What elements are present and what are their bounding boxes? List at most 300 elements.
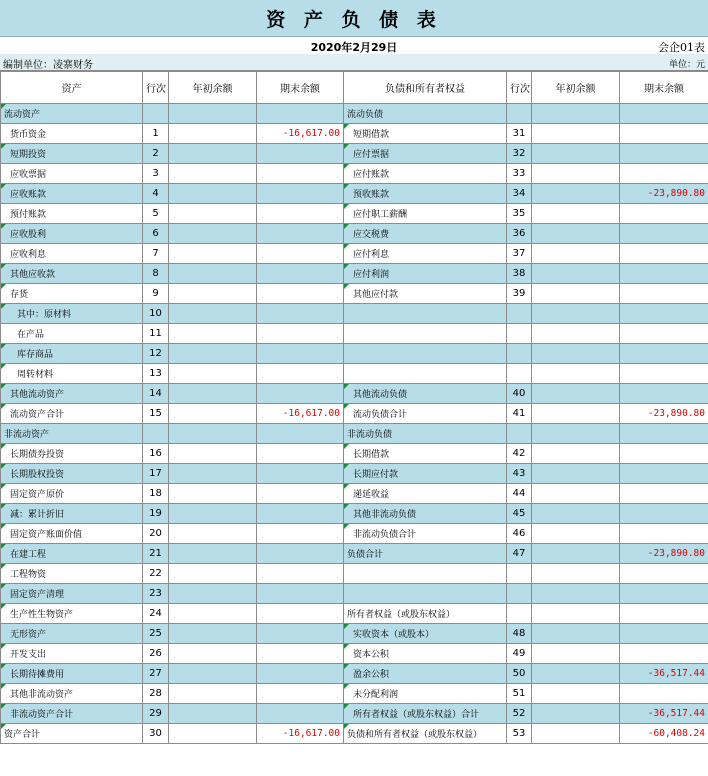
asset-begin-balance[interactable] — [169, 344, 257, 364]
liability-line-no[interactable]: 32 — [507, 144, 532, 164]
liability-name[interactable]: 非流动负债合计 — [344, 524, 507, 544]
asset-begin-balance[interactable] — [169, 684, 257, 704]
asset-name[interactable]: 在产品 — [1, 324, 143, 344]
table-row — [1, 704, 708, 724]
asset-begin-balance[interactable] — [169, 164, 257, 184]
asset-line-no[interactable]: 10 — [143, 304, 169, 324]
form-number: 会企01表 — [658, 41, 705, 54]
liability-line-no[interactable]: 34 — [507, 184, 532, 204]
liability-end-balance[interactable] — [620, 204, 708, 224]
table-row — [1, 564, 708, 584]
table-row — [1, 184, 708, 204]
liability-begin-balance[interactable] — [532, 684, 620, 704]
liability-line-no[interactable]: 38 — [507, 264, 532, 284]
liability-name[interactable]: 应付利息 — [344, 244, 507, 264]
asset-begin-balance[interactable] — [169, 144, 257, 164]
liability-begin-balance[interactable] — [532, 404, 620, 424]
liability-end-balance[interactable] — [620, 424, 708, 444]
asset-line-no[interactable]: 2 — [143, 144, 169, 164]
asset-begin-balance[interactable] — [169, 444, 257, 464]
table-row — [1, 504, 708, 524]
liability-end-balance[interactable] — [620, 144, 708, 164]
liability-name[interactable]: 盈余公积 — [344, 664, 507, 684]
header-cell: 年初余额 — [169, 72, 257, 104]
asset-line-no[interactable]: 24 — [143, 604, 169, 624]
table-row — [1, 624, 708, 644]
asset-name[interactable]: 应收票据 — [1, 164, 143, 184]
liability-begin-balance[interactable] — [532, 364, 620, 384]
asset-name[interactable]: 非流动资产合计 — [1, 704, 143, 724]
liability-end-balance[interactable] — [620, 524, 708, 544]
liability-end-balance[interactable] — [620, 624, 708, 644]
asset-end-balance[interactable] — [257, 144, 344, 164]
asset-begin-balance[interactable] — [169, 304, 257, 324]
liability-name[interactable]: 预收账款 — [344, 184, 507, 204]
asset-end-balance[interactable] — [257, 184, 344, 204]
liability-end-balance[interactable] — [620, 244, 708, 264]
asset-name[interactable]: 生产性生物资产 — [1, 604, 143, 624]
liability-end-balance[interactable] — [620, 324, 708, 344]
liability-end-balance[interactable] — [620, 444, 708, 464]
liability-end-balance[interactable] — [620, 164, 708, 184]
asset-end-balance[interactable] — [257, 384, 344, 404]
asset-name[interactable]: 开发支出 — [1, 644, 143, 664]
liability-end-balance[interactable] — [620, 564, 708, 584]
asset-line-no[interactable]: 23 — [143, 584, 169, 604]
liability-begin-balance[interactable] — [532, 244, 620, 264]
liability-line-no[interactable]: 46 — [507, 524, 532, 544]
asset-name[interactable]: 周转材料 — [1, 364, 143, 384]
liability-begin-balance[interactable] — [532, 164, 620, 184]
asset-end-balance[interactable] — [257, 244, 344, 264]
asset-line-no[interactable]: 29 — [143, 704, 169, 724]
asset-name[interactable]: 短期投资 — [1, 144, 143, 164]
asset-name[interactable]: 长期债券投资 — [1, 444, 143, 464]
liability-end-balance[interactable] — [620, 104, 708, 124]
liability-begin-balance[interactable] — [532, 604, 620, 624]
liability-end-balance[interactable]: -23,890.80 — [620, 544, 708, 564]
table-row — [1, 384, 708, 404]
asset-line-no[interactable]: 16 — [143, 444, 169, 464]
asset-end-balance[interactable]: -16,617.00 — [257, 724, 344, 744]
liability-begin-balance[interactable] — [532, 104, 620, 124]
asset-end-balance[interactable] — [257, 224, 344, 244]
table-row — [1, 444, 708, 464]
table-row — [1, 204, 708, 224]
liability-line-no[interactable]: 45 — [507, 504, 532, 524]
liability-name[interactable]: 流动负债合计 — [344, 404, 507, 424]
table-row — [1, 124, 708, 144]
asset-line-no[interactable]: 17 — [143, 464, 169, 484]
liability-line-no[interactable]: 35 — [507, 204, 532, 224]
asset-end-balance[interactable] — [257, 564, 344, 584]
liability-end-balance[interactable]: -23,890.80 — [620, 184, 708, 204]
asset-name[interactable]: 其他流动资产 — [1, 384, 143, 404]
liability-name[interactable]: 所有者权益（或股东权益）合计 — [344, 704, 507, 724]
asset-line-no[interactable]: 20 — [143, 524, 169, 544]
liability-name[interactable]: 长期借款 — [344, 444, 507, 464]
asset-end-balance[interactable] — [257, 204, 344, 224]
asset-end-balance[interactable] — [257, 164, 344, 184]
asset-line-no[interactable]: 27 — [143, 664, 169, 684]
asset-begin-balance[interactable] — [169, 104, 257, 124]
liability-line-no[interactable]: 33 — [507, 164, 532, 184]
asset-end-balance[interactable] — [257, 344, 344, 364]
table-row — [1, 544, 708, 564]
liability-name[interactable] — [344, 564, 507, 584]
asset-end-balance[interactable] — [257, 444, 344, 464]
asset-name[interactable]: 其他应收款 — [1, 264, 143, 284]
table-row — [1, 284, 708, 304]
liability-end-balance[interactable]: -60,408.24 — [620, 724, 708, 744]
liability-end-balance[interactable] — [620, 604, 708, 624]
asset-line-no[interactable]: 19 — [143, 504, 169, 524]
asset-line-no[interactable]: 7 — [143, 244, 169, 264]
asset-line-no[interactable]: 18 — [143, 484, 169, 504]
liability-line-no[interactable] — [507, 344, 532, 364]
liability-line-no[interactable]: 36 — [507, 224, 532, 244]
liability-line-no[interactable] — [507, 564, 532, 584]
asset-line-no[interactable]: 26 — [143, 644, 169, 664]
liability-name[interactable]: 流动负债 — [344, 104, 507, 124]
liability-end-balance[interactable] — [620, 304, 708, 324]
asset-begin-balance[interactable] — [169, 464, 257, 484]
asset-line-no[interactable]: 15 — [143, 404, 169, 424]
header-cell: 负债和所有者权益 — [344, 72, 507, 104]
liability-begin-balance[interactable] — [532, 484, 620, 504]
liability-name[interactable]: 负债合计 — [344, 544, 507, 564]
table-row — [1, 344, 708, 364]
asset-line-no[interactable]: 30 — [143, 724, 169, 744]
liability-begin-balance[interactable] — [532, 444, 620, 464]
report-date: 2020年2月29日 — [310, 41, 398, 54]
liability-begin-balance[interactable] — [532, 224, 620, 244]
liability-line-no[interactable]: 50 — [507, 664, 532, 684]
date-row — [0, 37, 708, 54]
asset-name[interactable]: 流动资产合计 — [1, 404, 143, 424]
liability-begin-balance[interactable] — [532, 704, 620, 724]
liability-line-no[interactable]: 39 — [507, 284, 532, 304]
liability-end-balance[interactable] — [620, 504, 708, 524]
asset-begin-balance[interactable] — [169, 424, 257, 444]
asset-line-no[interactable]: 25 — [143, 624, 169, 644]
asset-line-no[interactable]: 13 — [143, 364, 169, 384]
liability-end-balance[interactable] — [620, 384, 708, 404]
liability-end-balance[interactable] — [620, 344, 708, 364]
asset-end-balance[interactable] — [257, 604, 344, 624]
asset-line-no[interactable]: 22 — [143, 564, 169, 584]
liability-line-no[interactable] — [507, 604, 532, 624]
liability-name[interactable]: 其他非流动负债 — [344, 504, 507, 524]
asset-end-balance[interactable] — [257, 484, 344, 504]
asset-end-balance[interactable] — [257, 284, 344, 304]
liability-begin-balance[interactable] — [532, 504, 620, 524]
liability-line-no[interactable]: 51 — [507, 684, 532, 704]
asset-name[interactable]: 固定资产清理 — [1, 584, 143, 604]
asset-name[interactable]: 减：累计折旧 — [1, 504, 143, 524]
liability-end-balance[interactable]: -23,890.80 — [620, 404, 708, 424]
asset-line-no[interactable]: 21 — [143, 544, 169, 564]
asset-end-balance[interactable] — [257, 104, 344, 124]
liability-name[interactable] — [344, 364, 507, 384]
org-name: 编制单位：凌寨财务 — [3, 60, 93, 71]
asset-name[interactable]: 在建工程 — [1, 544, 143, 564]
asset-end-balance[interactable] — [257, 664, 344, 684]
liability-line-no[interactable]: 44 — [507, 484, 532, 504]
asset-name[interactable]: 非流动资产 — [1, 424, 143, 444]
liability-name[interactable]: 资本公积 — [344, 644, 507, 664]
table-row — [1, 104, 708, 124]
asset-begin-balance[interactable] — [169, 724, 257, 744]
liability-name[interactable]: 其他流动负债 — [344, 384, 507, 404]
liability-end-balance[interactable] — [620, 364, 708, 384]
liability-line-no[interactable]: 53 — [507, 724, 532, 744]
asset-name[interactable]: 应收股利 — [1, 224, 143, 244]
asset-begin-balance[interactable] — [169, 384, 257, 404]
asset-begin-balance[interactable] — [169, 624, 257, 644]
table-row — [1, 364, 708, 384]
asset-begin-balance[interactable] — [169, 404, 257, 424]
liability-line-no[interactable] — [507, 104, 532, 124]
table-row — [1, 664, 708, 684]
liability-name[interactable]: 长期应付款 — [344, 464, 507, 484]
table-row — [1, 164, 708, 184]
asset-line-no[interactable] — [143, 424, 169, 444]
liability-begin-balance[interactable] — [532, 324, 620, 344]
table-row — [1, 584, 708, 604]
liability-name[interactable] — [344, 584, 507, 604]
liability-name[interactable] — [344, 324, 507, 344]
asset-end-balance[interactable] — [257, 504, 344, 524]
liability-begin-balance[interactable] — [532, 264, 620, 284]
asset-end-balance[interactable] — [257, 704, 344, 724]
asset-begin-balance[interactable] — [169, 584, 257, 604]
liability-name[interactable] — [344, 344, 507, 364]
liability-line-no[interactable]: 48 — [507, 624, 532, 644]
asset-end-balance[interactable] — [257, 524, 344, 544]
asset-begin-balance[interactable] — [169, 504, 257, 524]
asset-end-balance[interactable] — [257, 584, 344, 604]
header-cell: 资产 — [1, 72, 143, 104]
liability-end-balance[interactable] — [620, 644, 708, 664]
liability-begin-balance[interactable] — [532, 724, 620, 744]
liability-name[interactable]: 应交税费 — [344, 224, 507, 244]
asset-begin-balance[interactable] — [169, 124, 257, 144]
table-row — [1, 244, 708, 264]
asset-end-balance[interactable] — [257, 544, 344, 564]
table-row — [1, 644, 708, 664]
asset-name[interactable]: 资产合计 — [1, 724, 143, 744]
liability-end-balance[interactable] — [620, 284, 708, 304]
liability-begin-balance[interactable] — [532, 584, 620, 604]
asset-end-balance[interactable] — [257, 324, 344, 344]
asset-begin-balance[interactable] — [169, 264, 257, 284]
liability-name[interactable]: 非流动负债 — [344, 424, 507, 444]
header-cell: 年初余额 — [532, 72, 620, 104]
asset-line-no[interactable]: 12 — [143, 344, 169, 364]
asset-name[interactable]: 固定资产账面价值 — [1, 524, 143, 544]
asset-line-no[interactable]: 6 — [143, 224, 169, 244]
table-row — [1, 604, 708, 624]
report-title: 资 产 负 债 表 — [0, 0, 708, 37]
liability-name[interactable]: 实收资本（或股本） — [344, 624, 507, 644]
liability-name[interactable] — [344, 304, 507, 324]
asset-begin-balance[interactable] — [169, 664, 257, 684]
asset-begin-balance[interactable] — [169, 704, 257, 724]
table-row — [1, 404, 708, 424]
liability-name[interactable]: 应付职工薪酬 — [344, 204, 507, 224]
liability-line-no[interactable]: 43 — [507, 464, 532, 484]
liability-begin-balance[interactable] — [532, 464, 620, 484]
asset-line-no[interactable]: 8 — [143, 264, 169, 284]
liability-name[interactable]: 短期借款 — [344, 124, 507, 144]
liability-end-balance[interactable] — [620, 584, 708, 604]
liability-begin-balance[interactable] — [532, 124, 620, 144]
header-row — [1, 72, 708, 104]
liability-line-no[interactable]: 47 — [507, 544, 532, 564]
currency-unit: 单位：元 — [668, 60, 705, 70]
liability-begin-balance[interactable] — [532, 544, 620, 564]
asset-name[interactable]: 流动资产 — [1, 104, 143, 124]
liability-end-balance[interactable] — [620, 464, 708, 484]
liability-line-no[interactable] — [507, 424, 532, 444]
liability-begin-balance[interactable] — [532, 564, 620, 584]
asset-line-no[interactable]: 9 — [143, 284, 169, 304]
asset-end-balance[interactable] — [257, 264, 344, 284]
asset-name[interactable]: 长期股权投资 — [1, 464, 143, 484]
liability-name[interactable]: 应付账款 — [344, 164, 507, 184]
asset-line-no[interactable]: 14 — [143, 384, 169, 404]
header-cell: 行次 — [143, 72, 169, 104]
table-row — [1, 464, 708, 484]
liability-line-no[interactable]: 42 — [507, 444, 532, 464]
liability-line-no[interactable]: 40 — [507, 384, 532, 404]
asset-begin-balance[interactable] — [169, 284, 257, 304]
liability-begin-balance[interactable] — [532, 524, 620, 544]
asset-name[interactable]: 长期待摊费用 — [1, 664, 143, 684]
asset-begin-balance[interactable] — [169, 244, 257, 264]
liability-begin-balance[interactable] — [532, 284, 620, 304]
asset-begin-balance[interactable] — [169, 184, 257, 204]
asset-name[interactable]: 工程物资 — [1, 564, 143, 584]
asset-line-no[interactable]: 1 — [143, 124, 169, 144]
liability-name[interactable]: 应付利润 — [344, 264, 507, 284]
header-cell: 期末余额 — [620, 72, 708, 104]
liability-name[interactable]: 应付票据 — [344, 144, 507, 164]
header-cell: 期末余额 — [257, 72, 344, 104]
asset-name[interactable]: 应收利息 — [1, 244, 143, 264]
asset-line-no[interactable]: 4 — [143, 184, 169, 204]
liability-end-balance[interactable] — [620, 484, 708, 504]
asset-end-balance[interactable] — [257, 644, 344, 664]
balance-sheet-table — [0, 71, 708, 744]
liability-line-no[interactable]: 41 — [507, 404, 532, 424]
liability-line-no[interactable] — [507, 324, 532, 344]
asset-end-balance[interactable] — [257, 364, 344, 384]
table-row — [1, 724, 708, 744]
asset-name[interactable]: 其中：原材料 — [1, 304, 143, 324]
liability-line-no[interactable] — [507, 364, 532, 384]
asset-line-no[interactable]: 3 — [143, 164, 169, 184]
asset-begin-balance[interactable] — [169, 524, 257, 544]
asset-line-no[interactable]: 11 — [143, 324, 169, 344]
asset-begin-balance[interactable] — [169, 224, 257, 244]
liability-begin-balance[interactable] — [532, 184, 620, 204]
liability-end-balance[interactable]: -36,517.44 — [620, 704, 708, 724]
liability-end-balance[interactable] — [620, 264, 708, 284]
liability-begin-balance[interactable] — [532, 644, 620, 664]
asset-begin-balance[interactable] — [169, 564, 257, 584]
asset-end-balance[interactable] — [257, 624, 344, 644]
asset-line-no[interactable] — [143, 104, 169, 124]
liability-begin-balance[interactable] — [532, 384, 620, 404]
liability-begin-balance[interactable] — [532, 144, 620, 164]
asset-name[interactable]: 固定资产原价 — [1, 484, 143, 504]
table-row — [1, 304, 708, 324]
liability-begin-balance[interactable] — [532, 664, 620, 684]
asset-begin-balance[interactable] — [169, 604, 257, 624]
liability-line-no[interactable]: 52 — [507, 704, 532, 724]
liability-end-balance[interactable] — [620, 224, 708, 244]
asset-name[interactable]: 预付账款 — [1, 204, 143, 224]
asset-end-balance[interactable] — [257, 684, 344, 704]
liability-line-no[interactable] — [507, 304, 532, 324]
asset-end-balance[interactable]: -16,617.00 — [257, 124, 344, 144]
liability-begin-balance[interactable] — [532, 424, 620, 444]
liability-begin-balance[interactable] — [532, 304, 620, 324]
liability-name[interactable]: 未分配利润 — [344, 684, 507, 704]
org-row — [0, 54, 708, 71]
asset-end-balance[interactable] — [257, 464, 344, 484]
asset-begin-balance[interactable] — [169, 484, 257, 504]
liability-begin-balance[interactable] — [532, 344, 620, 364]
table-row — [1, 144, 708, 164]
liability-begin-balance[interactable] — [532, 204, 620, 224]
asset-line-no[interactable]: 28 — [143, 684, 169, 704]
liability-name[interactable]: 递延收益 — [344, 484, 507, 504]
asset-name[interactable]: 应收账款 — [1, 184, 143, 204]
asset-end-balance[interactable]: -16,617.00 — [257, 404, 344, 424]
liability-line-no[interactable]: 37 — [507, 244, 532, 264]
liability-end-balance[interactable]: -36,517.44 — [620, 664, 708, 684]
header-cell: 行次 — [507, 72, 532, 104]
asset-begin-balance[interactable] — [169, 364, 257, 384]
liability-name[interactable]: 其他应付款 — [344, 284, 507, 304]
asset-line-no[interactable]: 5 — [143, 204, 169, 224]
asset-end-balance[interactable] — [257, 304, 344, 324]
liability-end-balance[interactable] — [620, 124, 708, 144]
liability-end-balance[interactable] — [620, 684, 708, 704]
liability-name[interactable]: 负债和所有者权益（或股东权益） — [344, 724, 507, 744]
liability-name[interactable]: 所有者权益（或股东权益） — [344, 604, 507, 624]
asset-name[interactable]: 无形资产 — [1, 624, 143, 644]
asset-name[interactable]: 货币资金 — [1, 124, 143, 144]
liability-begin-balance[interactable] — [532, 624, 620, 644]
asset-end-balance[interactable] — [257, 424, 344, 444]
asset-begin-balance[interactable] — [169, 204, 257, 224]
liability-line-no[interactable] — [507, 584, 532, 604]
asset-begin-balance[interactable] — [169, 324, 257, 344]
asset-name[interactable]: 存货 — [1, 284, 143, 304]
table-row — [1, 524, 708, 544]
liability-line-no[interactable]: 31 — [507, 124, 532, 144]
table-row — [1, 224, 708, 244]
liability-line-no[interactable]: 49 — [507, 644, 532, 664]
asset-begin-balance[interactable] — [169, 544, 257, 564]
asset-begin-balance[interactable] — [169, 644, 257, 664]
asset-name[interactable]: 库存商品 — [1, 344, 143, 364]
asset-name[interactable]: 其他非流动资产 — [1, 684, 143, 704]
